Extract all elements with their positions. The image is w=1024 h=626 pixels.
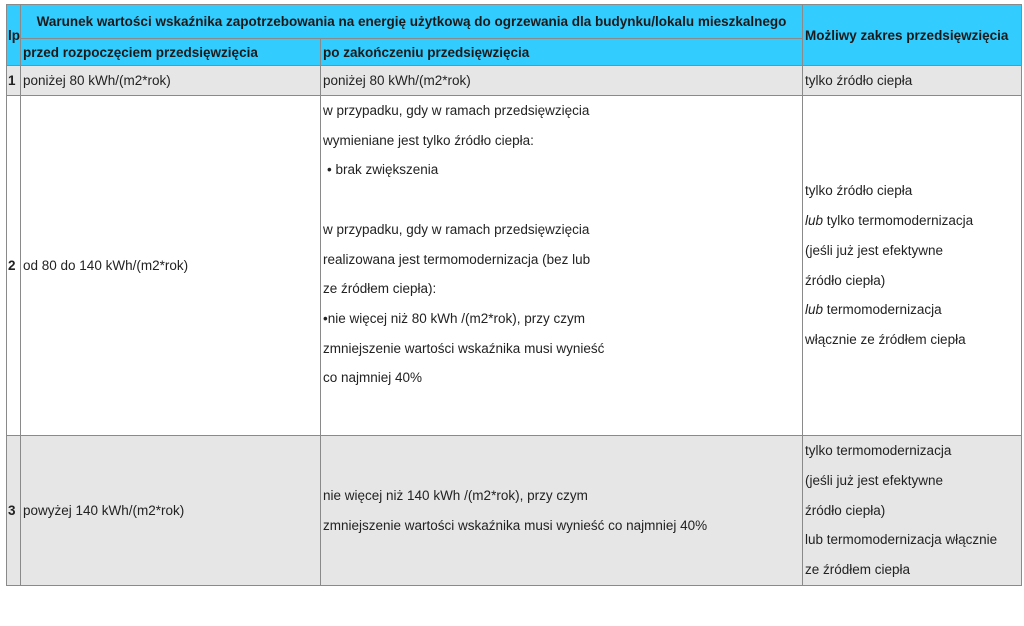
header-after: po zakończeniu przedsięwzięcia bbox=[321, 39, 803, 66]
after-line: co najmniej 40% bbox=[323, 370, 423, 386]
range-emphasis: lub bbox=[805, 302, 824, 318]
range-text: tylko termomodernizacja bbox=[823, 213, 974, 229]
after-line: w przypadku, gdy w ramach przedsięwzięcia bbox=[323, 103, 590, 118]
row-lp: 1 bbox=[7, 66, 21, 96]
table-row-1 bbox=[7, 66, 1022, 96]
header-row-top bbox=[7, 5, 1022, 39]
after-line: realizowana jest termomodernizacja (bez lub bbox=[323, 251, 591, 267]
row-after bbox=[321, 436, 803, 586]
row-before: od 80 do 140 kWh/(m2*rok) bbox=[21, 96, 321, 436]
energy-requirements-table bbox=[6, 4, 1022, 586]
after-line: w przypadku, gdy w ramach przedsięwzięcia bbox=[323, 221, 590, 237]
after-bullet: •nie więcej niż 80 kWh /(m2*rok), przy czym bbox=[323, 310, 586, 326]
table-row-2 bbox=[7, 96, 1022, 436]
after-line: ze źródłem ciepła): bbox=[323, 281, 437, 297]
after-bullet: • brak zwiększenia bbox=[327, 162, 439, 178]
table-row-3 bbox=[7, 436, 1022, 586]
range-line bbox=[805, 295, 1019, 325]
row-range bbox=[803, 436, 1022, 586]
range-line: źródło ciepła) bbox=[805, 502, 886, 518]
range-line bbox=[805, 206, 1019, 236]
range-line: źródło ciepła) bbox=[805, 272, 886, 288]
after-line: zmniejszenie wartości wskaźnika musi wynieść bbox=[323, 340, 605, 356]
range-line: ze źródłem ciepła bbox=[805, 562, 911, 578]
header-lp: lp bbox=[7, 5, 21, 66]
range-line: (jeśli już jest efektywne bbox=[805, 472, 944, 488]
range-line: włącznie ze źródłem ciepła bbox=[805, 331, 966, 347]
after-line: wymieniane jest tylko źródło ciepła: bbox=[323, 132, 534, 148]
header-before: przed rozpoczęciem przedsięwzięcia bbox=[21, 39, 321, 66]
row-after bbox=[321, 96, 803, 436]
row-after: poniżej 80 kWh/(m2*rok) bbox=[321, 66, 803, 96]
spacer bbox=[323, 185, 800, 215]
row-before: poniżej 80 kWh/(m2*rok) bbox=[21, 66, 321, 96]
row-before: powyżej 140 kWh/(m2*rok) bbox=[21, 436, 321, 586]
range-line: lub termomodernizacja włącznie bbox=[805, 532, 998, 548]
range-line: (jeśli już jest efektywne bbox=[805, 242, 944, 258]
after-line: zmniejszenie wartości wskaźnika musi wynieść co najmniej 40% bbox=[323, 517, 708, 533]
row-range bbox=[803, 96, 1022, 436]
range-text: termomodernizacja bbox=[823, 302, 942, 318]
range-line: tylko termomodernizacja bbox=[805, 443, 952, 459]
header-range: Możliwy zakres przedsięwzięcia bbox=[803, 5, 1022, 66]
range-line: tylko źródło ciepła bbox=[805, 183, 913, 199]
header-condition-title: Warunek wartości wskaźnika zapotrzebowania na energię użytkową do ogrzewania dla budynku/lokalu mieszkalnego bbox=[21, 5, 803, 39]
after-line: nie więcej niż 140 kWh /(m2*rok), przy czym bbox=[323, 487, 588, 503]
row-lp: 3 bbox=[7, 436, 21, 586]
range-emphasis: lub bbox=[805, 213, 824, 229]
row-range: tylko źródło ciepła bbox=[803, 66, 1022, 96]
row-lp: 2 bbox=[7, 96, 21, 436]
